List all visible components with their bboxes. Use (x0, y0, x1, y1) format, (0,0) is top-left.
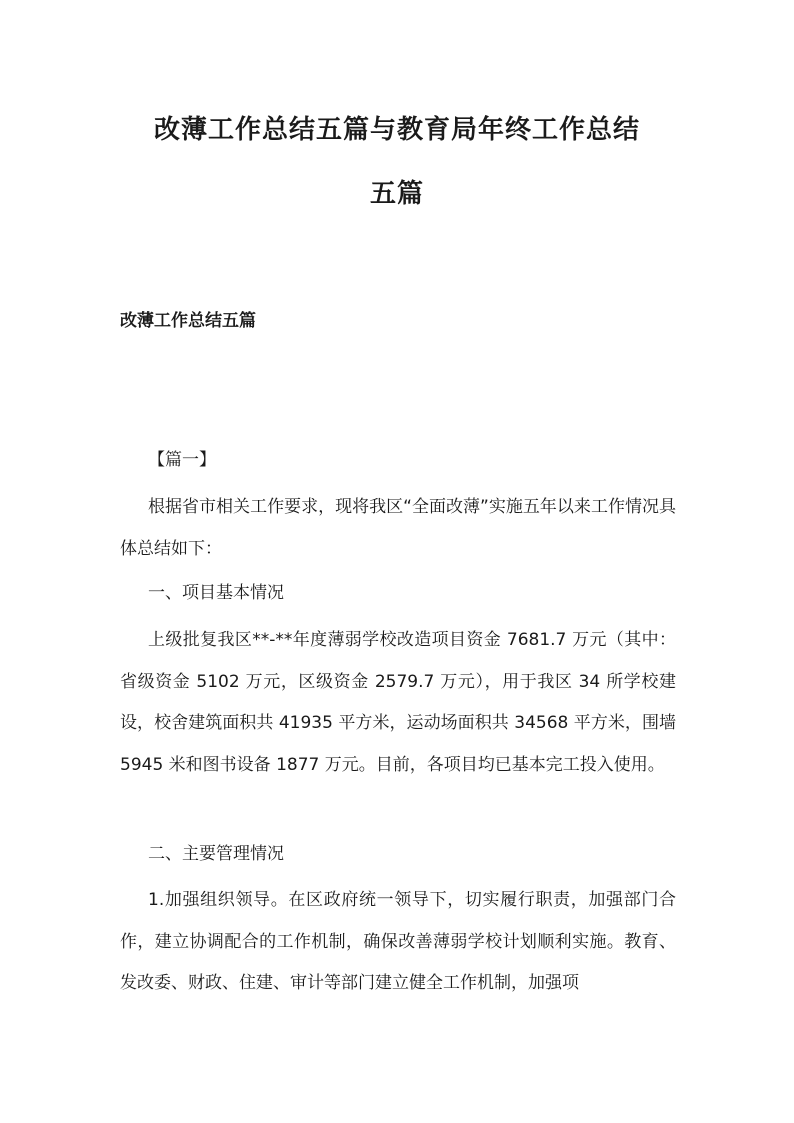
subheading-project-overview: 一、项目基本情况 (148, 583, 284, 603)
piece-label: 【篇一】 (148, 450, 216, 470)
intro-paragraph: 根据省市相关工作要求，现将我区“全面改薄”实施五年以来工作情况具体总结如下： (120, 497, 676, 559)
document-title-line-1: 改薄工作总结五篇与教育局年终工作总结 (153, 115, 640, 145)
management-paragraph: 1.加强组织领导。在区政府统一领导下，切实履行职责，加强部门合作，建立协调配合的工作机制，确保改善薄弱学校计划顺利实施。教育、发改委、财政、住建、审计等部门建立健全工作机制，加强项 (120, 890, 676, 993)
section-heading: 改薄工作总结五篇 (120, 311, 256, 331)
project-overview-paragraph: 上级批复我区**-**年度薄弱学校改造项目资金 7681.7 万元（其中：省级资金 5102 万元，区级资金 2579.7 万元），用于我区 34 所学校建设，校舍建筑面积共 41935 平方米，运动场面积共 34568 平方米，围墙 5945 米和图书设备 1877 万元。目前，各项目均已基本完工投入使用。 (120, 630, 676, 775)
subheading-management: 二、主要管理情况 (148, 844, 284, 864)
document-title-line-2: 五篇 (369, 179, 424, 209)
